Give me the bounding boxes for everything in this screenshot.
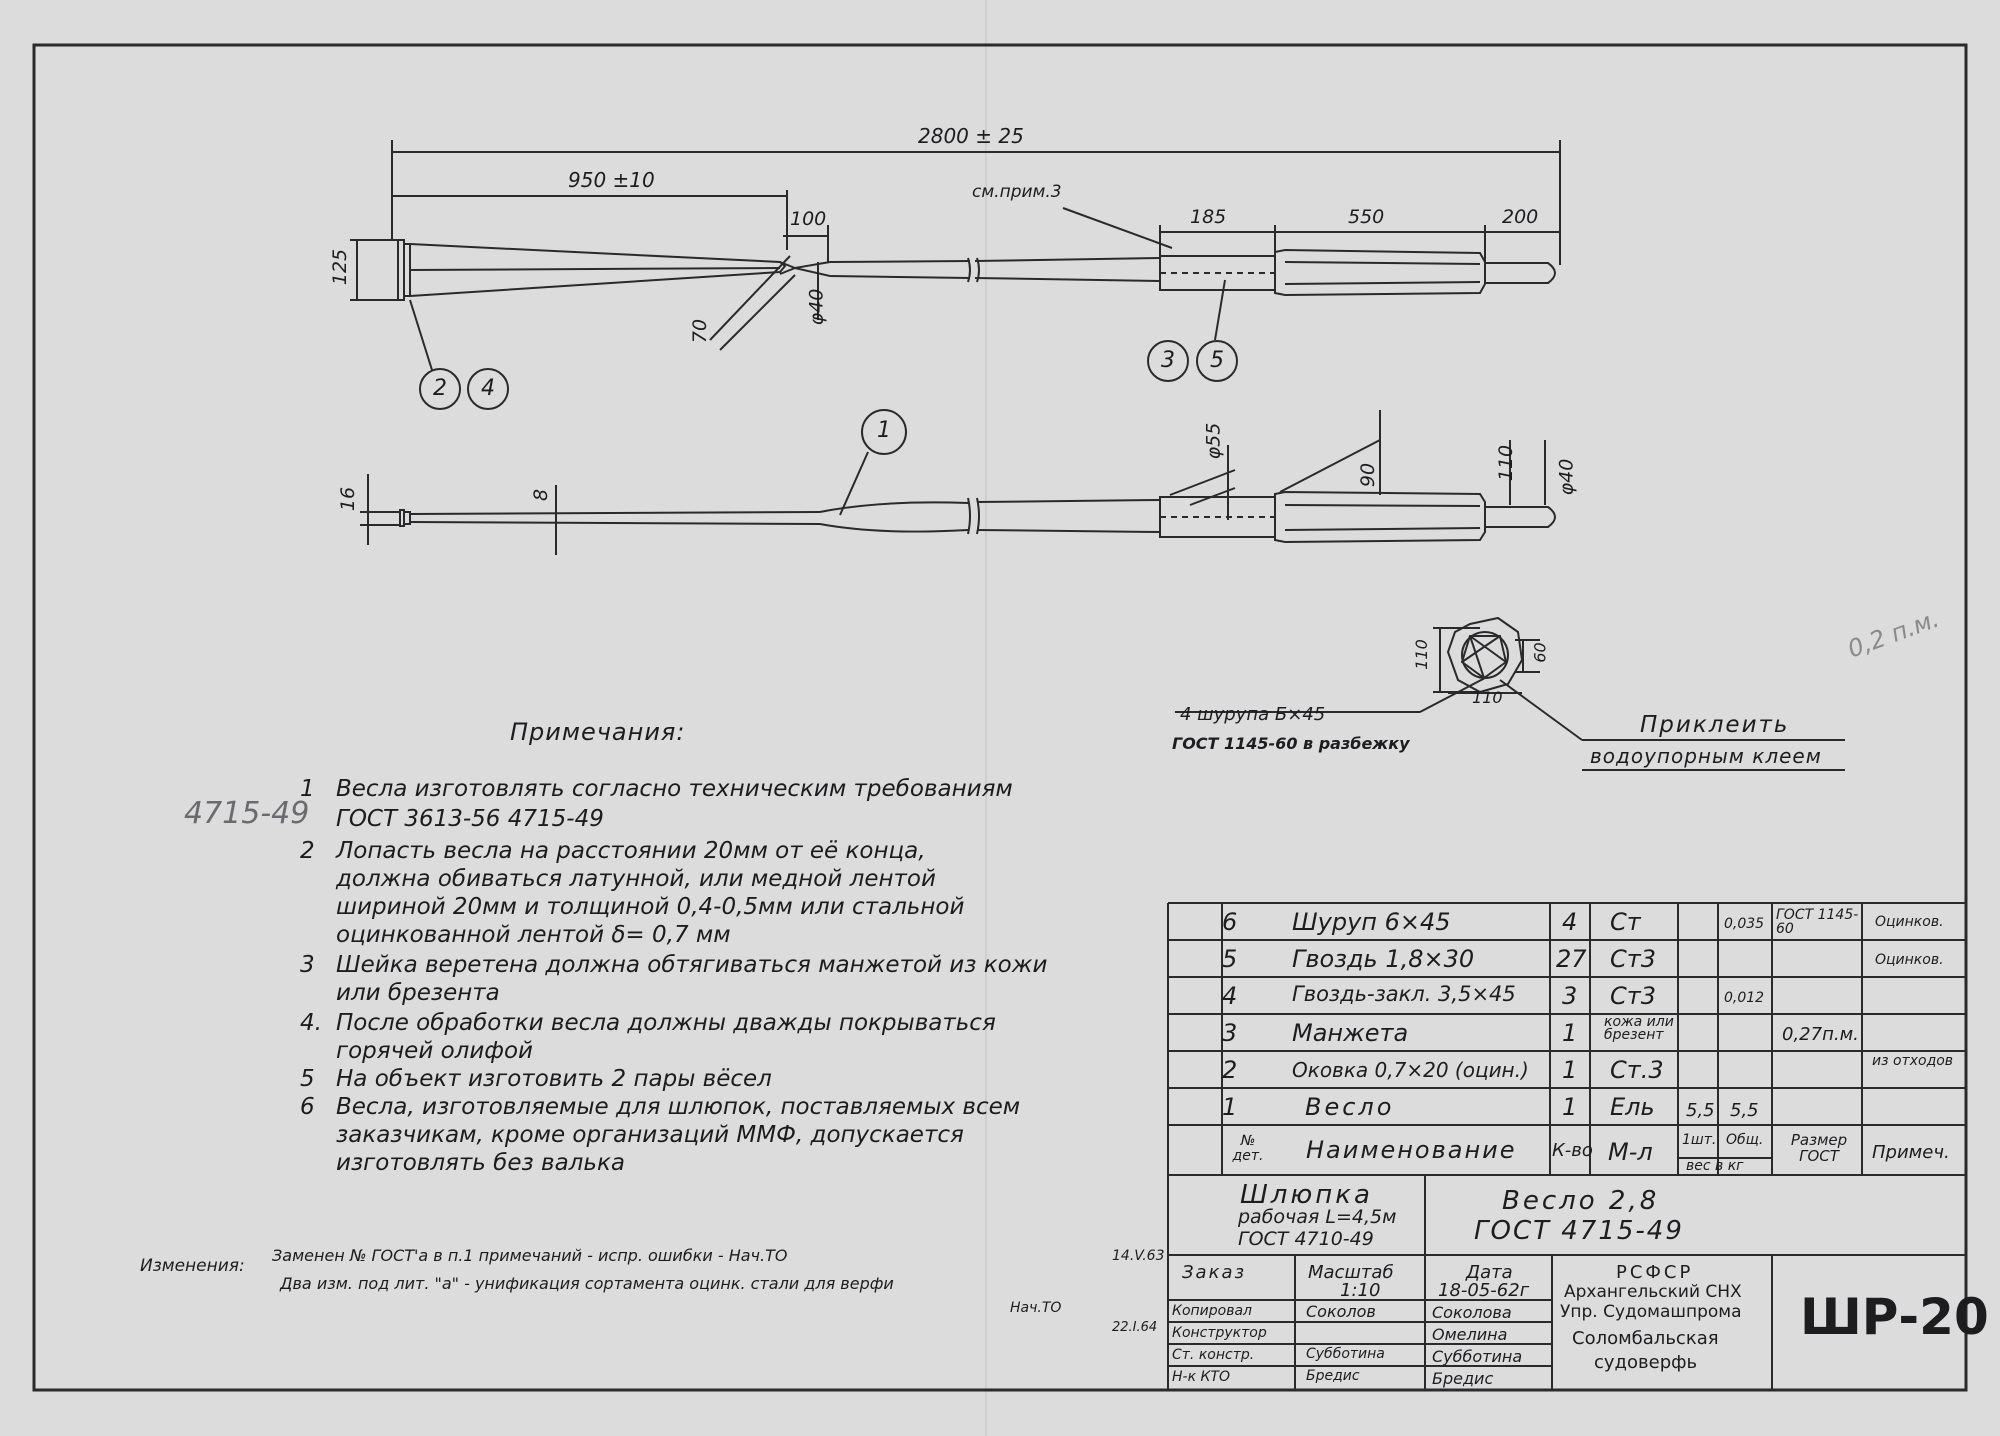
glue-note-line2: водоупорным клеем — [1590, 744, 1822, 768]
part-note: Оцинков. — [1875, 952, 1944, 968]
ref-note: см.прим.3 — [972, 182, 1062, 202]
notes-title: Примечания: — [510, 718, 686, 746]
org-line4: Соломбальская — [1572, 1328, 1719, 1349]
table-row: 5 — [1222, 945, 1238, 973]
callout-label-5: 5 — [1210, 348, 1224, 373]
role-name: Бредис — [1432, 1369, 1494, 1388]
dim-phi40-top: φ40 — [805, 288, 828, 326]
role-label: Копировал — [1172, 1303, 1252, 1319]
part-mat: кожа или брезент — [1604, 1014, 1674, 1043]
org-line3: Упр. Судомашпрома — [1560, 1302, 1742, 1322]
header-size: Размер ГОСТ — [1790, 1131, 1848, 1165]
note-line: заказчикам, кроме организаций ММФ, допускается — [336, 1122, 964, 1148]
org-line1: РСФСР — [1616, 1262, 1694, 1283]
role-name: Омелина — [1432, 1325, 1508, 1344]
scale-value: 1:10 — [1340, 1280, 1381, 1301]
part-mat: Ст3 — [1610, 982, 1657, 1010]
callout-label-3: 3 — [1161, 348, 1175, 373]
boat-subtitle: рабочая L=4,5м — [1238, 1206, 1397, 1228]
callout-label-2: 2 — [433, 376, 447, 401]
section-60: 60 — [1530, 642, 1550, 663]
part-note: Оцинков. — [1875, 914, 1944, 930]
glue-note-line1: Приклеить — [1640, 712, 1790, 738]
changes-line1: Заменен № ГОСТ'а в п.1 примечаний - испр. ошибки - Нач.ТО — [272, 1246, 788, 1265]
part-name: Весло — [1305, 1093, 1395, 1121]
note-line: оцинкованной лентой δ= 0,7 мм — [336, 922, 731, 948]
changes-label: Изменения: — [140, 1256, 245, 1276]
dim-185: 185 — [1190, 206, 1227, 228]
dim-phi40-side: φ40 — [1555, 458, 1578, 496]
note-line: ГОСТ 3613-56 4715-49 — [336, 806, 604, 832]
screws-note-line1: 4 шурупа Б×45 — [1180, 704, 1326, 725]
part-w2: 5,5 — [1730, 1100, 1759, 1121]
role-label: Ст. констр. — [1172, 1347, 1255, 1363]
order-label: Заказ — [1182, 1262, 1247, 1283]
changes-line2: Два изм. под лит. "а" - унификация сортамента оцинк. стали для верфи — [280, 1274, 894, 1293]
part-w2: 0,035 — [1724, 916, 1765, 932]
margin-note: 0,2 п.м. — [1844, 604, 1943, 664]
org-line2: Архангельский СНХ — [1564, 1282, 1742, 1302]
scale-label: Масштаб — [1308, 1262, 1394, 1283]
role-name: Соколова — [1432, 1303, 1512, 1322]
dim-blade-length: 950 ±10 — [568, 168, 655, 192]
part-mat: Ель — [1610, 1093, 1655, 1121]
part-note: из отходов — [1872, 1053, 1954, 1069]
note-line: 3 Шейка веретена должна обтягиваться манжетой из кожи — [300, 952, 1048, 978]
role-name: Субботина — [1432, 1347, 1523, 1366]
boat-title: Шлюпка — [1240, 1180, 1373, 1210]
note-line: 2 Лопасть весла на расстоянии 20мм от её конца, — [300, 838, 926, 864]
part-mat: Ст3 — [1610, 945, 1657, 973]
part-qty: 1 — [1562, 1093, 1578, 1121]
dim-8: 8 — [530, 488, 553, 502]
dim-100: 100 — [790, 208, 827, 230]
dim-550: 550 — [1348, 206, 1385, 228]
part-size: ГОСТ 1145-60 — [1776, 907, 1859, 937]
margin-gost: 4715-49 — [184, 796, 310, 831]
part-title: Весло 2,8 — [1502, 1186, 1660, 1216]
changes-sig: Нач.ТО — [1010, 1300, 1062, 1316]
table-row: 4 — [1222, 982, 1238, 1010]
date-value: 18-05-62г — [1438, 1280, 1530, 1301]
part-gost: ГОСТ 4715-49 — [1474, 1216, 1684, 1246]
part-mat: Ст.3 — [1610, 1056, 1664, 1084]
part-qty: 27 — [1556, 945, 1587, 973]
changes-date1: 14.V.63 — [1112, 1248, 1165, 1264]
dim-16: 16 — [337, 486, 360, 512]
org-line5: судоверфь — [1594, 1352, 1698, 1373]
header-name: Наименование — [1306, 1136, 1517, 1164]
part-size: 0,27п.м. — [1782, 1024, 1859, 1045]
role-sig: Субботина — [1306, 1346, 1385, 1362]
part-qty: 1 — [1562, 1019, 1578, 1047]
header-w2: Общ. — [1726, 1132, 1764, 1148]
note-line: 1 Весла изготовлять согласно техническим требованиям — [300, 776, 1013, 802]
part-qty: 3 — [1562, 982, 1578, 1010]
changes-date2: 22.I.64 — [1112, 1320, 1158, 1335]
dim-total-length: 2800 ± 25 — [918, 124, 1024, 148]
header-note: Примеч. — [1872, 1142, 1950, 1163]
header-mat: М-л — [1608, 1138, 1653, 1166]
table-row: 2 — [1222, 1056, 1238, 1084]
role-label: Конструктор — [1172, 1325, 1267, 1341]
header-w1: 1шт. — [1682, 1132, 1717, 1148]
note-line: 6 Весла, изготовляемые для шлюпок, поставляемых всем — [300, 1094, 1021, 1120]
dim-phi55: φ55 — [1202, 422, 1225, 460]
date-label: Дата — [1466, 1262, 1513, 1283]
note-line: должна обиваться латунной, или медной лентой — [336, 866, 936, 892]
part-w2: 0,012 — [1724, 990, 1765, 1006]
screws-note-line2: ГОСТ 1145-60 в разбежку — [1172, 734, 1410, 753]
part-qty: 4 — [1562, 908, 1578, 936]
table-row: 1 — [1222, 1093, 1238, 1121]
dim-200: 200 — [1502, 206, 1539, 228]
part-name: Гвоздь 1,8×30 — [1292, 945, 1475, 973]
drawing-code: ШР-20 — [1800, 1288, 1989, 1346]
part-name: Оковка 0,7×20 (оцин.) — [1292, 1058, 1529, 1082]
table-row: 3 — [1222, 1019, 1238, 1047]
dim-125: 125 — [329, 248, 352, 286]
part-qty: 1 — [1562, 1056, 1578, 1084]
table-row: 6 — [1222, 908, 1238, 936]
part-name: Гвоздь-закл. 3,5×45 — [1292, 982, 1516, 1006]
header-pos: № дет. — [1232, 1133, 1264, 1164]
role-label: Н-к КТО — [1172, 1369, 1230, 1385]
role-sig: Соколов — [1306, 1302, 1376, 1321]
note-line: горячей олифой — [336, 1038, 533, 1064]
dim-90: 90 — [1357, 462, 1380, 488]
note-line: 5 На объект изготовить 2 пары вёсел — [300, 1066, 772, 1092]
header-qty: К-во — [1552, 1140, 1593, 1161]
part-w1: 5,5 — [1686, 1100, 1715, 1121]
callout-label-4: 4 — [481, 376, 495, 401]
section-110-bottom: 110 — [1472, 688, 1503, 707]
boat-gost: ГОСТ 4710-49 — [1238, 1228, 1374, 1250]
part-name: Манжета — [1292, 1019, 1409, 1047]
header-weight: вес в кг — [1686, 1158, 1744, 1174]
part-mat: Ст — [1610, 908, 1641, 936]
section-110-left: 110 — [1411, 639, 1431, 670]
note-line: 4. После обработки весла должны дважды покрываться — [300, 1010, 996, 1036]
note-line: изготовлять без валька — [336, 1150, 625, 1176]
note-line: шириной 20мм и толщиной 0,4-0,5мм или стальной — [336, 894, 965, 920]
role-sig: Бредис — [1306, 1368, 1360, 1384]
note-line: или брезента — [336, 980, 500, 1006]
callout-label-1: 1 — [877, 418, 891, 443]
part-name: Шуруп 6×45 — [1292, 908, 1451, 936]
dim-70: 70 — [689, 318, 712, 344]
dim-110-side: 110 — [1495, 444, 1518, 482]
